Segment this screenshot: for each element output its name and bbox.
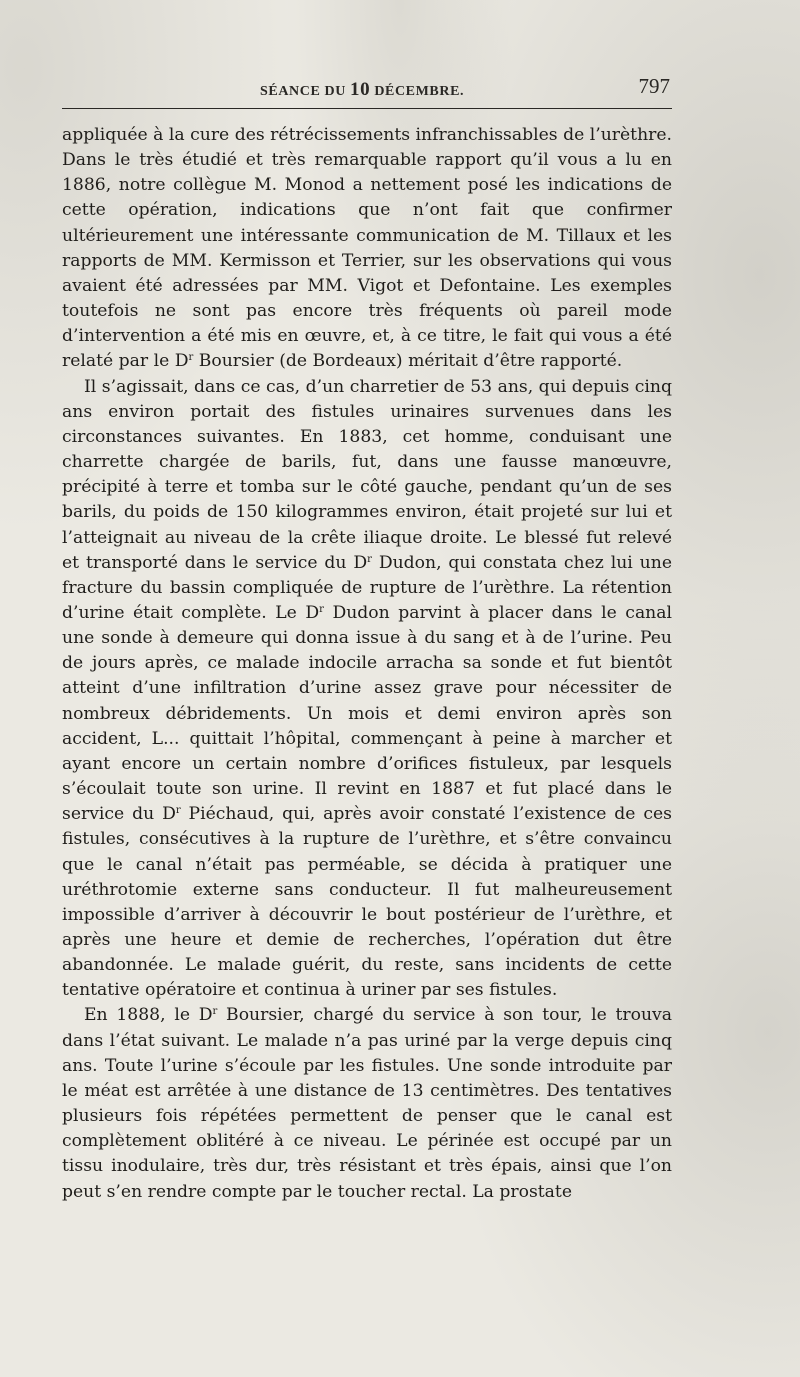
paragraph-text: appliquée à la cure des rétrécissements infranchissables de l’urèthre. Dans le très étudié et très remarquable rapport qu’il vous a lu en 1886, notre collègue M. Monod a nettement posé les indications de cette opération, indications que n’ont fait que confirmer ultérieurement une intéressante communication de M. Tillaux et les rapports de MM. Kermisson et Terrier, sur les observations qui vous avaient été adressées par MM. Vigot et Defontaine. Les exemples toutefois ne sont pas encore très fréquents où pareil mode d’intervention a été mis en œuvre, et, à ce titre, le fait qui vous a été relaté par le D [62, 125, 672, 372]
superscript: r [212, 1006, 218, 1018]
running-title [260, 79, 464, 101]
paragraph-text: Piéchaud, qui, après avoir constaté l’existence de ces fistules, consécutives à la rupture de l’urèthre, et s’être convaincu que le canal n’était pas perméable, se décida à pratiquer une uréthrotomie externe sans conducteur. Il fut malheureusement impossible d’arriver à découvrir le bout postérieur de l’urèthre, et après une heure et demie de recherches, l’opération dut être abandonnée. Le malade guérit, du reste, sans incidents de cette tentative opératoire et continua à uriner par ses fistules. [62, 804, 672, 1001]
paragraph-text: Dudon, qui constata chez lui une fracture du bassin compliquée de rupture de l’urèthre. La rétention d’urine était complète. Le D [62, 552, 672, 623]
body-text [62, 123, 672, 1205]
superscript: r [319, 603, 324, 615]
paragraph-text: En 1888, le D [84, 1005, 213, 1026]
paragraph-text: Boursier (de Bordeaux) méritait d’être rapporté. [193, 351, 623, 372]
running-title-post: DÉCEMBRE. [370, 84, 465, 99]
page-header [62, 72, 672, 109]
paragraph-1 [62, 123, 672, 375]
page-content [62, 72, 672, 1205]
page-number: 797 [638, 74, 670, 98]
superscript: r [188, 352, 194, 364]
paragraph-text: Dudon parvint à placer dans le canal une sonde à demeure qui donna issue à du sang et à de l’urine. Peu de jours après, ce malade indocile arracha sa sonde et fut bientôt atteint d’une infiltration d’urine assez grave pour nécessiter de nombreux débridements. Un mois et demi environ après son accident, L... quittait l’hôpital, commençant à peine à marcher et ayant encore un certain nombre d’orifices fistuleux, par lesquels s’écoulait toute son urine. Il revint en 1887 et fut placé dans le service du D [62, 602, 672, 825]
running-title-date: 10 [350, 79, 371, 100]
running-title-pre: SÉANCE DU [260, 84, 351, 99]
superscript: r [367, 553, 372, 565]
superscript: r [175, 805, 181, 817]
paragraph-2 [62, 375, 672, 1004]
paragraph-3 [62, 1003, 672, 1204]
paragraph-text: Il s’agissait, dans ce cas, d’un charretier de 53 ans, qui depuis cinq ans environ portait des fistules urinaires survenues dans les circonstances suivantes. En 1883, cet homme, conduisant une charrette chargée de barils, fut, dans une fausse manœuvre, précipité à terre et tomba sur le côté gauche, pendant qu’un de ses barils, du poids de 150 kilogrammes environ, était projeté sur lui et l’atteignait au niveau de la crête iliaque droite. Le blessé fut relevé et transporté dans le service du D [62, 376, 672, 573]
paragraph-text: Boursier, chargé du service à son tour, le trouva dans l’état suivant. Le malade n’a pas uriné par la verge depuis cinq ans. Toute l’urine s’écoule par les fistules. Une sonde introduite par le méat est arrêtée à une distance de 13 centimètres. Des tentatives plusieurs fois répétées permettent de penser que le canal est complètement oblitéré à ce niveau. Le périnée est occupé par un tissu inodulaire, très dur, très résistant et très épais, ainsi que l’on peut s’en rendre compte par le toucher rectal. La prostate [62, 1005, 672, 1202]
